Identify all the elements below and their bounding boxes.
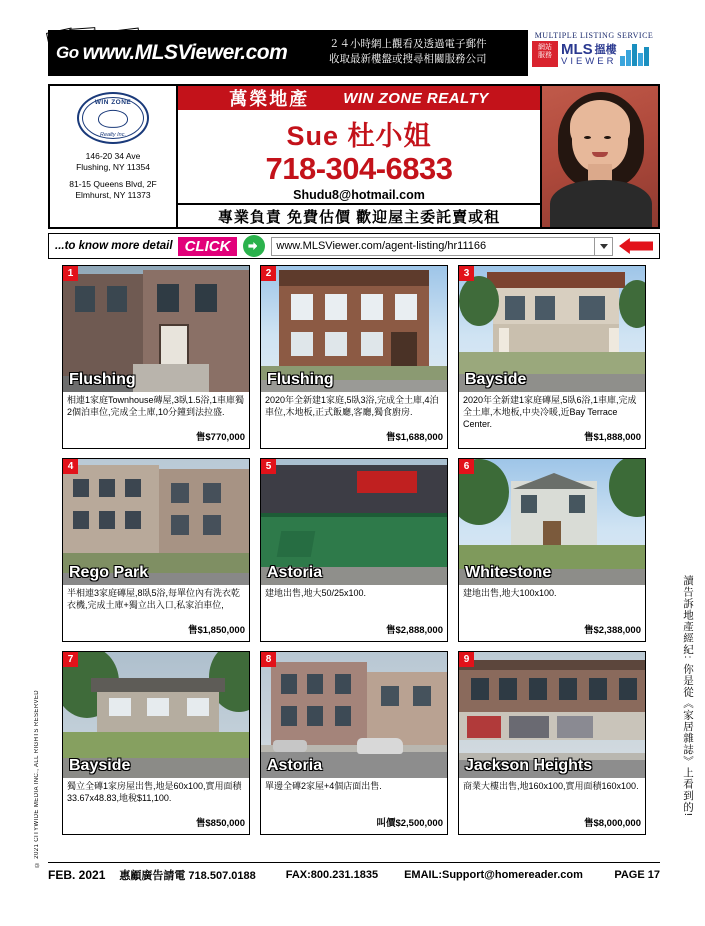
mls-badge-line1: 網站 xyxy=(538,44,552,51)
chevron-down-icon xyxy=(600,244,608,249)
listing-city: Jackson Heights xyxy=(465,757,593,774)
address1-line2: Flushing, NY 11354 xyxy=(76,162,150,173)
listing-number: 1 xyxy=(63,266,78,281)
listing-photo xyxy=(63,266,249,392)
listing-price: 售$1,850,000 xyxy=(187,625,245,637)
listing-card[interactable] xyxy=(458,651,646,835)
listing-photo xyxy=(63,459,249,585)
agent-phone[interactable]: 718-304-6833 xyxy=(265,151,453,186)
banner-chinese-text xyxy=(323,30,528,76)
brokerage-name-cn: 萬榮地產 xyxy=(229,89,310,109)
mls-service-label: MULTIPLE LISTING SERVICE xyxy=(534,31,654,40)
listing-price: 售$770,000 xyxy=(195,432,245,444)
agent-name: Sue 杜小姐 xyxy=(286,121,432,151)
listing-description-text: 商業大樓出售,地160x100,實用面積160x100. xyxy=(463,781,639,791)
listing-description-text: 相連1家庭Townhouse磚屋,3臥1.5浴,1車庫獨2個泊車位,完成全土庫,10分鐘到法拉盛. xyxy=(67,395,245,417)
listing-card[interactable] xyxy=(62,458,250,642)
address1-line1: 146-20 34 Ave xyxy=(85,151,141,161)
listing-description-text: 建地出售,地大100x100. xyxy=(463,588,557,598)
mls-logo-cn: 搵樓 xyxy=(594,44,617,57)
listing-description xyxy=(63,392,249,448)
listing-city: Bayside xyxy=(465,371,527,388)
win-zone-logo xyxy=(77,92,149,144)
listing-description xyxy=(63,778,249,834)
listing-city: Flushing xyxy=(267,371,334,388)
listing-description-text: 2020年全新建1家庭磚屋,5臥6浴,1車庫,完成全土庫,木地板,中央冷暖,近Bay Terrace Center. xyxy=(463,395,637,429)
listing-number: 6 xyxy=(459,459,474,474)
listing-city: Rego Park xyxy=(69,564,149,581)
listing-description xyxy=(261,778,447,834)
listing-url-input[interactable]: www.MLSViewer.com/agent-listing/hr11166 xyxy=(271,237,595,256)
office-addresses xyxy=(50,151,176,202)
listing-number: 8 xyxy=(261,652,276,667)
listing-description xyxy=(261,392,447,448)
listing-number: 2 xyxy=(261,266,276,281)
logo-top-text: WIN ZONE xyxy=(94,99,132,106)
mls-viewer-text: VIEWER xyxy=(561,56,617,68)
listing-description xyxy=(459,778,645,834)
listing-price: 售$2,388,000 xyxy=(583,625,641,637)
listing-price: 售$1,888,000 xyxy=(583,432,641,444)
banner-chinese-line2: 收取最新樓盤或搜尋相關服務公司 xyxy=(329,53,487,66)
mls-logo-block xyxy=(528,30,660,76)
listing-card[interactable] xyxy=(62,265,250,449)
listing-photo xyxy=(459,652,645,778)
listing-card[interactable] xyxy=(260,265,448,449)
side-note-right: 讀告訴地產經紀: 你是從《家居雜誌》上看到的! xyxy=(682,575,694,817)
listing-number: 3 xyxy=(459,266,474,281)
listing-city: Whitestone xyxy=(465,564,552,581)
listing-price: 售$850,000 xyxy=(195,818,245,830)
bird-icon xyxy=(98,110,128,128)
listing-card[interactable] xyxy=(260,651,448,835)
mls-logo-text: MLS xyxy=(561,40,593,58)
copyright-notice: © 2021 CITYWIDE MEDIA INC., ALL RIGHTS RESERVED xyxy=(34,690,40,868)
mls-badge-line2: 服務 xyxy=(538,52,552,60)
brokerage-title-bar xyxy=(178,86,540,110)
listing-city: Bayside xyxy=(69,757,131,774)
site-banner xyxy=(48,30,660,76)
page-footer xyxy=(48,862,660,884)
address2-line2: Elmhurst, NY 11373 xyxy=(75,190,151,201)
agent-listing-linkbar xyxy=(48,233,660,259)
listing-photo xyxy=(261,266,447,392)
listing-price: 售$8,000,000 xyxy=(583,818,641,830)
agent-email[interactable]: Shudu8@hotmail.com xyxy=(293,187,425,202)
listing-number: 4 xyxy=(63,459,78,474)
mls-badge xyxy=(532,41,558,67)
page-number: PAGE 17 xyxy=(614,869,660,881)
listing-photo xyxy=(261,459,447,585)
issue-date: FEB. 2021 xyxy=(48,868,106,882)
listing-description-text: 2020年全新建1家庭,5臥3浴,完成全土庫,4泊車位,木地板,正式飯廳,客廳,獨食廚房. xyxy=(265,395,439,417)
listing-card[interactable] xyxy=(62,651,250,835)
listing-photo xyxy=(261,652,447,778)
listing-price: 售$1,688,000 xyxy=(385,432,443,444)
cityscape-icon xyxy=(620,42,649,66)
listing-description xyxy=(63,585,249,641)
listing-price: 叫價$2,500,000 xyxy=(376,818,443,830)
listing-description xyxy=(459,392,645,448)
arrow-right-icon xyxy=(243,235,265,257)
click-button[interactable]: CLICK xyxy=(178,237,238,256)
site-url[interactable]: www.MLSViewer.com xyxy=(82,41,288,64)
listing-description-text: 建地出售,地大50/25x100. xyxy=(265,588,367,598)
logo-bottom-text: Realty Inc. xyxy=(100,132,126,138)
listing-number: 7 xyxy=(63,652,78,667)
fax-number: FAX:800.231.1835 xyxy=(285,869,379,881)
advertising-phone: 惠顧廣告請電 718.507.0188 xyxy=(119,870,256,882)
address2-line1: 81-15 Queens Blvd, 2F xyxy=(69,178,157,189)
listing-photo xyxy=(459,266,645,392)
listing-photo xyxy=(459,459,645,585)
support-email: EMAIL:Support@homereader.com xyxy=(404,869,583,881)
know-more-label: ...to know more detail xyxy=(55,240,173,252)
listing-description-text: 半相連3家庭磚屋,8臥5浴,每單位內有洗衣乾衣機,完成土庫+獨立出入口,私家泊車位, xyxy=(67,588,241,610)
brokerage-logo-block xyxy=(50,86,178,227)
listing-number: 9 xyxy=(459,652,474,667)
agent-advertisement xyxy=(48,84,660,229)
listing-city: Astoria xyxy=(267,564,323,581)
listing-city: Astoria xyxy=(267,757,323,774)
listing-card[interactable] xyxy=(260,458,448,642)
brokerage-name-en: WIN ZONE REALTY xyxy=(343,89,489,107)
listing-price: 售$2,888,000 xyxy=(385,625,443,637)
listing-description xyxy=(261,585,447,641)
listing-photo xyxy=(63,652,249,778)
site-url-block[interactable] xyxy=(48,30,323,76)
listing-description-text: 單邊全磚2家屋+4個店面出售. xyxy=(265,781,382,791)
listing-card[interactable] xyxy=(458,265,646,449)
arrow-left-icon xyxy=(619,238,653,254)
url-dropdown-button[interactable] xyxy=(595,237,613,256)
banner-chinese-line1: ２４小時網上觀看及透過電子郵件 xyxy=(329,38,487,50)
agent-details xyxy=(178,86,540,227)
listing-description xyxy=(459,585,645,641)
agent-tagline: 專業負責 免費估價 歡迎屋主委託賣或租 xyxy=(178,203,540,227)
listing-number: 5 xyxy=(261,459,276,474)
listing-grid xyxy=(62,265,646,835)
listing-description-text: 獨立全磚1家房屋出售,地是60x100,實用面積33.67x48.83,地稅$11,100. xyxy=(67,781,242,803)
go-label: Go xyxy=(56,43,79,62)
agent-portrait xyxy=(540,86,658,227)
listing-city: Flushing xyxy=(69,371,136,388)
listing-card[interactable] xyxy=(458,458,646,642)
